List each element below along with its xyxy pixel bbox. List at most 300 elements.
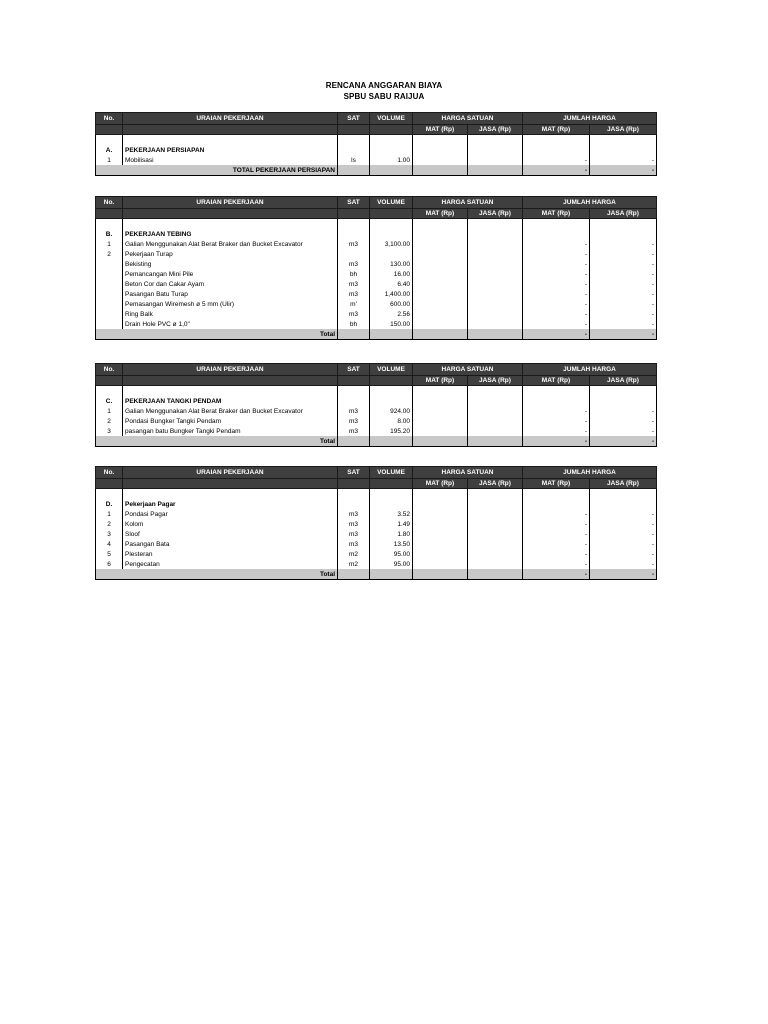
- cell-mat-jumlah: -: [523, 249, 590, 259]
- cell-uraian: Pekerjaan Turap: [123, 249, 338, 259]
- document-subtitle: SPBU SABU RAIJUA: [343, 92, 425, 101]
- spacer-row: [96, 135, 657, 146]
- cell-sat: [338, 135, 370, 146]
- total-mat-jumlah: -: [523, 436, 590, 447]
- cell-uraian: Galian Menggunakan Alat Berat Braker dan Bucket Excavator: [123, 406, 338, 416]
- cell-jasa-jumlah: -: [590, 416, 657, 426]
- cell-jasa-jumlah: [590, 489, 657, 500]
- header-jasa-satuan: JASA (Rp): [468, 376, 523, 386]
- section-heading-row: [96, 229, 657, 239]
- cell-mat-jumlah: -: [523, 269, 590, 279]
- cell-jasa-satuan: [468, 559, 523, 569]
- cell-uraian: Pasangan Bata: [123, 539, 338, 549]
- table-row: [96, 406, 657, 416]
- cell-mat-satuan: [413, 519, 468, 529]
- table-row: [96, 549, 657, 559]
- cell-uraian: Pondasi Bungker Tangki Pendam: [123, 416, 338, 426]
- cell-uraian: [123, 386, 338, 397]
- section-table: [95, 466, 657, 580]
- cell-volume: 3.52: [370, 509, 413, 519]
- cell-volume: 13.50: [370, 539, 413, 549]
- cell-sat: m3: [338, 519, 370, 529]
- cell-jasa-satuan: [468, 529, 523, 539]
- cell-uraian: Mobilisasi: [123, 155, 338, 165]
- cell-jasa-jumlah: -: [590, 309, 657, 319]
- cell-volume: [370, 135, 413, 146]
- cell-jasa-satuan: [468, 289, 523, 299]
- cell-jasa-jumlah: -: [590, 249, 657, 259]
- cell-volume: [370, 489, 413, 500]
- cell-jasa-satuan: [468, 239, 523, 249]
- cell-uraian: Beton Cor dan Cakar Ayam: [123, 279, 338, 289]
- cell-mat-satuan: [413, 279, 468, 289]
- header-uraian: URAIAN PEKERJAAN: [123, 197, 338, 209]
- cell-mat-satuan: [413, 135, 468, 146]
- cell-uraian: [123, 489, 338, 500]
- cell-mat-satuan: [413, 426, 468, 436]
- cell-jasa-satuan: [468, 155, 523, 165]
- cell-no: [96, 259, 123, 269]
- cell-jasa-satuan: [468, 249, 523, 259]
- table-row: [96, 416, 657, 426]
- header-row: [96, 467, 657, 479]
- spacer-row: [96, 386, 657, 397]
- cell-sat: bh: [338, 269, 370, 279]
- cell-jasa-jumlah: -: [590, 509, 657, 519]
- cell-jasa-jumlah: -: [590, 239, 657, 249]
- cell-jasa-jumlah: -: [590, 539, 657, 549]
- header-spacer: [96, 376, 123, 386]
- table-row: [96, 559, 657, 569]
- table-row: [96, 279, 657, 289]
- header-spacer: [96, 209, 123, 219]
- cell-mat-jumlah: -: [523, 309, 590, 319]
- section-heading-row: [96, 145, 657, 155]
- cell-mat-satuan: [413, 155, 468, 165]
- total-jasa-jumlah: -: [590, 569, 657, 580]
- header-volume: VOLUME: [370, 197, 413, 209]
- table-row: [96, 319, 657, 329]
- cell-mat-satuan: [413, 559, 468, 569]
- spacer-row: [96, 219, 657, 230]
- cell-mat-satuan: [413, 539, 468, 549]
- total-label: Total: [96, 436, 338, 447]
- cell-no: [96, 135, 123, 146]
- cell-volume: [370, 386, 413, 397]
- header-jasa-jumlah: JASA (Rp): [590, 209, 657, 219]
- header-sat: SAT: [338, 364, 370, 376]
- header-spacer: [123, 125, 338, 135]
- header-harga-satuan: HARGA SATUAN: [413, 467, 523, 479]
- header-jasa-satuan: JASA (Rp): [468, 125, 523, 135]
- cell-no: 2: [96, 416, 123, 426]
- header-jasa-jumlah: JASA (Rp): [590, 125, 657, 135]
- cell-mat-jumlah: -: [523, 416, 590, 426]
- cell-jasa-satuan: [468, 299, 523, 309]
- cell-mat-satuan: [413, 406, 468, 416]
- cell-mat-satuan: [413, 489, 468, 500]
- cell-no: [96, 219, 123, 230]
- cell-no: 3: [96, 426, 123, 436]
- cell-jasa-satuan: [468, 269, 523, 279]
- cell-jasa-jumlah: -: [590, 269, 657, 279]
- spacer-row: [96, 489, 657, 500]
- section-name: PEKERJAAN TANGKI PENDAM: [123, 396, 338, 406]
- cell-mat-jumlah: -: [523, 155, 590, 165]
- cell-volume: 1.80: [370, 529, 413, 539]
- cell-mat-jumlah: -: [523, 549, 590, 559]
- cell-mat-jumlah: -: [523, 519, 590, 529]
- cell-volume: 3,100.00: [370, 239, 413, 249]
- total-mat-jumlah: -: [523, 165, 590, 176]
- header-spacer: [96, 479, 123, 489]
- cell-no: 6: [96, 559, 123, 569]
- header-mat-satuan: MAT (Rp): [413, 479, 468, 489]
- cell-volume: 600.00: [370, 299, 413, 309]
- cell-jasa-satuan: [468, 386, 523, 397]
- cell-mat-satuan: [413, 386, 468, 397]
- total-row: [96, 436, 657, 447]
- cell-volume: 95.00: [370, 549, 413, 559]
- table-row: [96, 269, 657, 279]
- cell-jasa-satuan: [468, 519, 523, 529]
- cell-jasa-jumlah: [590, 386, 657, 397]
- total-label: Total: [96, 329, 338, 340]
- table-row: [96, 239, 657, 249]
- cell-mat-jumlah: -: [523, 529, 590, 539]
- cell-sat: m3: [338, 279, 370, 289]
- section-name: PEKERJAAN PERSIAPAN: [123, 145, 338, 155]
- cell-mat-satuan: [413, 259, 468, 269]
- header-sat: SAT: [338, 197, 370, 209]
- header-volume: VOLUME: [370, 364, 413, 376]
- cell-sat: m3: [338, 289, 370, 299]
- header-spacer: [123, 479, 338, 489]
- cell-mat-jumlah: -: [523, 319, 590, 329]
- table-row: [96, 259, 657, 269]
- cell-jasa-jumlah: -: [590, 155, 657, 165]
- header-mat-jumlah: MAT (Rp): [523, 376, 590, 386]
- cell-no: [96, 319, 123, 329]
- cell-mat-jumlah: [523, 135, 590, 146]
- table-row: [96, 519, 657, 529]
- header-spacer: [96, 125, 123, 135]
- cell-jasa-satuan: [468, 219, 523, 230]
- table-row: [96, 289, 657, 299]
- total-row: [96, 329, 657, 340]
- cell-no: [96, 309, 123, 319]
- header-jasa-satuan: JASA (Rp): [468, 479, 523, 489]
- cell-volume: [370, 219, 413, 230]
- cell-mat-satuan: [413, 269, 468, 279]
- header-jumlah-harga: JUMLAH HARGA: [523, 364, 657, 376]
- cell-sat: m3: [338, 509, 370, 519]
- table-row: [96, 426, 657, 436]
- cell-mat-jumlah: -: [523, 509, 590, 519]
- cell-uraian: Plesteran: [123, 549, 338, 559]
- cell-sat: bh: [338, 319, 370, 329]
- table-row: [96, 529, 657, 539]
- cell-mat-jumlah: -: [523, 279, 590, 289]
- cell-sat: [338, 249, 370, 259]
- cell-jasa-jumlah: -: [590, 559, 657, 569]
- header-harga-satuan: HARGA SATUAN: [413, 364, 523, 376]
- total-label: Total: [96, 569, 338, 580]
- cell-mat-jumlah: -: [523, 559, 590, 569]
- cell-jasa-satuan: [468, 135, 523, 146]
- cell-jasa-satuan: [468, 426, 523, 436]
- header-no: No.: [96, 364, 123, 376]
- header-uraian: URAIAN PEKERJAAN: [123, 364, 338, 376]
- header-mat-jumlah: MAT (Rp): [523, 479, 590, 489]
- cell-mat-satuan: [413, 319, 468, 329]
- cell-no: 1: [96, 509, 123, 519]
- cell-uraian: Pondasi Pagar: [123, 509, 338, 519]
- section-code: D.: [96, 499, 123, 509]
- header-mat-satuan: MAT (Rp): [413, 125, 468, 135]
- header-jumlah-harga: JUMLAH HARGA: [523, 467, 657, 479]
- cell-volume: 8.00: [370, 416, 413, 426]
- header-row: [96, 364, 657, 376]
- header-mat-jumlah: MAT (Rp): [523, 125, 590, 135]
- cell-no: 5: [96, 549, 123, 559]
- cell-no: 1: [96, 406, 123, 416]
- cell-no: [96, 489, 123, 500]
- cell-no: 2: [96, 249, 123, 259]
- table-row: [96, 539, 657, 549]
- cell-sat: m3: [338, 426, 370, 436]
- cell-jasa-satuan: [468, 259, 523, 269]
- cell-mat-jumlah: -: [523, 239, 590, 249]
- cell-no: 4: [96, 539, 123, 549]
- header-no: No.: [96, 467, 123, 479]
- cell-sat: m3: [338, 309, 370, 319]
- header-volume: VOLUME: [370, 113, 413, 125]
- cell-jasa-satuan: [468, 406, 523, 416]
- subheader-row: [96, 376, 657, 386]
- cell-uraian: Ring Balk: [123, 309, 338, 319]
- cell-mat-jumlah: -: [523, 539, 590, 549]
- header-jasa-satuan: JASA (Rp): [468, 209, 523, 219]
- cell-no: [96, 386, 123, 397]
- cell-no: 3: [96, 529, 123, 539]
- cell-volume: 1.49: [370, 519, 413, 529]
- cell-no: [96, 279, 123, 289]
- cell-uraian: Pengecatan: [123, 559, 338, 569]
- header-no: No.: [96, 113, 123, 125]
- header-spacer: [370, 209, 413, 219]
- cell-mat-jumlah: -: [523, 406, 590, 416]
- cell-volume: 95.00: [370, 559, 413, 569]
- cell-sat: m2: [338, 559, 370, 569]
- cell-mat-jumlah: [523, 386, 590, 397]
- section-name: PEKERJAAN TEBING: [123, 229, 338, 239]
- cell-sat: m2: [338, 549, 370, 559]
- header-volume: VOLUME: [370, 467, 413, 479]
- header-mat-satuan: MAT (Rp): [413, 376, 468, 386]
- cell-uraian: [123, 219, 338, 230]
- cell-uraian: Drain Hole PVC ø 1,0": [123, 319, 338, 329]
- cell-jasa-jumlah: -: [590, 549, 657, 559]
- table-row: [96, 155, 657, 165]
- cell-no: [96, 299, 123, 309]
- cell-sat: m3: [338, 539, 370, 549]
- header-jumlah-harga: JUMLAH HARGA: [523, 197, 657, 209]
- cell-jasa-satuan: [468, 309, 523, 319]
- cell-jasa-jumlah: [590, 219, 657, 230]
- subheader-row: [96, 209, 657, 219]
- cell-uraian: [123, 135, 338, 146]
- cell-jasa-satuan: [468, 319, 523, 329]
- header-uraian: URAIAN PEKERJAAN: [123, 113, 338, 125]
- total-jasa-jumlah: -: [590, 436, 657, 447]
- table-row: [96, 509, 657, 519]
- cell-uraian: Kolom: [123, 519, 338, 529]
- cell-jasa-jumlah: -: [590, 529, 657, 539]
- cell-jasa-satuan: [468, 539, 523, 549]
- header-spacer: [338, 209, 370, 219]
- cell-sat: ls: [338, 155, 370, 165]
- cell-no: 1: [96, 239, 123, 249]
- cell-jasa-jumlah: [590, 135, 657, 146]
- cell-jasa-jumlah: -: [590, 299, 657, 309]
- cell-uraian: Sloof: [123, 529, 338, 539]
- cell-volume: 1,400.00: [370, 289, 413, 299]
- header-jasa-jumlah: JASA (Rp): [590, 479, 657, 489]
- cell-jasa-satuan: [468, 509, 523, 519]
- subheader-row: [96, 125, 657, 135]
- header-jumlah-harga: JUMLAH HARGA: [523, 113, 657, 125]
- cell-no: [96, 269, 123, 279]
- section-code: A.: [96, 145, 123, 155]
- cell-volume: [370, 249, 413, 259]
- cell-mat-satuan: [413, 289, 468, 299]
- section-code: C.: [96, 396, 123, 406]
- section-table: [95, 363, 657, 447]
- section-heading-row: [96, 499, 657, 509]
- cell-uraian: Bekisting: [123, 259, 338, 269]
- total-row: [96, 165, 657, 176]
- cell-jasa-jumlah: -: [590, 289, 657, 299]
- cell-mat-jumlah: -: [523, 426, 590, 436]
- cell-mat-satuan: [413, 299, 468, 309]
- table-row: [96, 299, 657, 309]
- header-spacer: [123, 376, 338, 386]
- cell-volume: 150.00: [370, 319, 413, 329]
- header-spacer: [370, 125, 413, 135]
- cell-jasa-satuan: [468, 549, 523, 559]
- cell-mat-satuan: [413, 239, 468, 249]
- section-table: [95, 112, 657, 176]
- cell-jasa-satuan: [468, 416, 523, 426]
- header-spacer: [338, 479, 370, 489]
- table-row: [96, 309, 657, 319]
- header-sat: SAT: [338, 467, 370, 479]
- cell-sat: m3: [338, 239, 370, 249]
- cell-mat-jumlah: [523, 489, 590, 500]
- cell-jasa-jumlah: -: [590, 426, 657, 436]
- table-row: [96, 249, 657, 259]
- cell-mat-jumlah: [523, 219, 590, 230]
- header-uraian: URAIAN PEKERJAAN: [123, 467, 338, 479]
- cell-sat: [338, 489, 370, 500]
- cell-sat: [338, 219, 370, 230]
- cell-no: 1: [96, 155, 123, 165]
- cell-uraian: Pemancangan Mini Pile: [123, 269, 338, 279]
- header-spacer: [370, 376, 413, 386]
- cell-uraian: Galian Menggunakan Alat Berat Braker dan Bucket Excavator: [123, 239, 338, 249]
- cell-mat-satuan: [413, 529, 468, 539]
- cell-volume: 6.40: [370, 279, 413, 289]
- total-row: [96, 569, 657, 580]
- cell-volume: 1.00: [370, 155, 413, 165]
- cell-jasa-satuan: [468, 279, 523, 289]
- total-mat-jumlah: -: [523, 329, 590, 340]
- cell-uraian: Pasangan Batu Turap: [123, 289, 338, 299]
- cell-jasa-jumlah: -: [590, 519, 657, 529]
- header-spacer: [338, 376, 370, 386]
- header-sat: SAT: [338, 113, 370, 125]
- cell-uraian: pasangan batu Bungker Tangki Pendam: [123, 426, 338, 436]
- cell-mat-satuan: [413, 416, 468, 426]
- header-spacer: [370, 479, 413, 489]
- section-heading-row: [96, 396, 657, 406]
- cell-mat-satuan: [413, 309, 468, 319]
- cell-volume: 2.56: [370, 309, 413, 319]
- cell-jasa-jumlah: -: [590, 406, 657, 416]
- cell-no: 2: [96, 519, 123, 529]
- header-harga-satuan: HARGA SATUAN: [413, 113, 523, 125]
- cell-volume: 16.00: [370, 269, 413, 279]
- cell-volume: 130.00: [370, 259, 413, 269]
- subheader-row: [96, 479, 657, 489]
- header-jasa-jumlah: JASA (Rp): [590, 376, 657, 386]
- cell-mat-satuan: [413, 249, 468, 259]
- section-table: [95, 196, 657, 340]
- cell-mat-satuan: [413, 509, 468, 519]
- cell-sat: m3: [338, 406, 370, 416]
- cell-mat-satuan: [413, 549, 468, 559]
- cell-jasa-jumlah: -: [590, 279, 657, 289]
- document-title: RENCANA ANGGARAN BIAYA: [325, 81, 443, 90]
- cell-sat: m3: [338, 529, 370, 539]
- header-spacer: [123, 209, 338, 219]
- cell-jasa-jumlah: -: [590, 259, 657, 269]
- header-harga-satuan: HARGA SATUAN: [413, 197, 523, 209]
- cell-sat: m3: [338, 259, 370, 269]
- cell-sat: m3: [338, 416, 370, 426]
- total-jasa-jumlah: -: [590, 329, 657, 340]
- header-no: No.: [96, 197, 123, 209]
- cell-volume: 195.20: [370, 426, 413, 436]
- cell-mat-jumlah: -: [523, 289, 590, 299]
- total-mat-jumlah: -: [523, 569, 590, 580]
- document-title-block: [0, 80, 768, 102]
- cell-uraian: Pemasangan Wiremesh ø 5 mm (Ulir): [123, 299, 338, 309]
- cell-volume: 924.00: [370, 406, 413, 416]
- cell-jasa-satuan: [468, 489, 523, 500]
- section-name: Pekerjaan Pagar: [123, 499, 338, 509]
- total-jasa-jumlah: -: [590, 165, 657, 176]
- cell-jasa-jumlah: -: [590, 319, 657, 329]
- header-row: [96, 113, 657, 125]
- cell-mat-jumlah: -: [523, 299, 590, 309]
- header-mat-satuan: MAT (Rp): [413, 209, 468, 219]
- cell-mat-jumlah: -: [523, 259, 590, 269]
- header-row: [96, 197, 657, 209]
- cell-sat: m': [338, 299, 370, 309]
- section-code: B.: [96, 229, 123, 239]
